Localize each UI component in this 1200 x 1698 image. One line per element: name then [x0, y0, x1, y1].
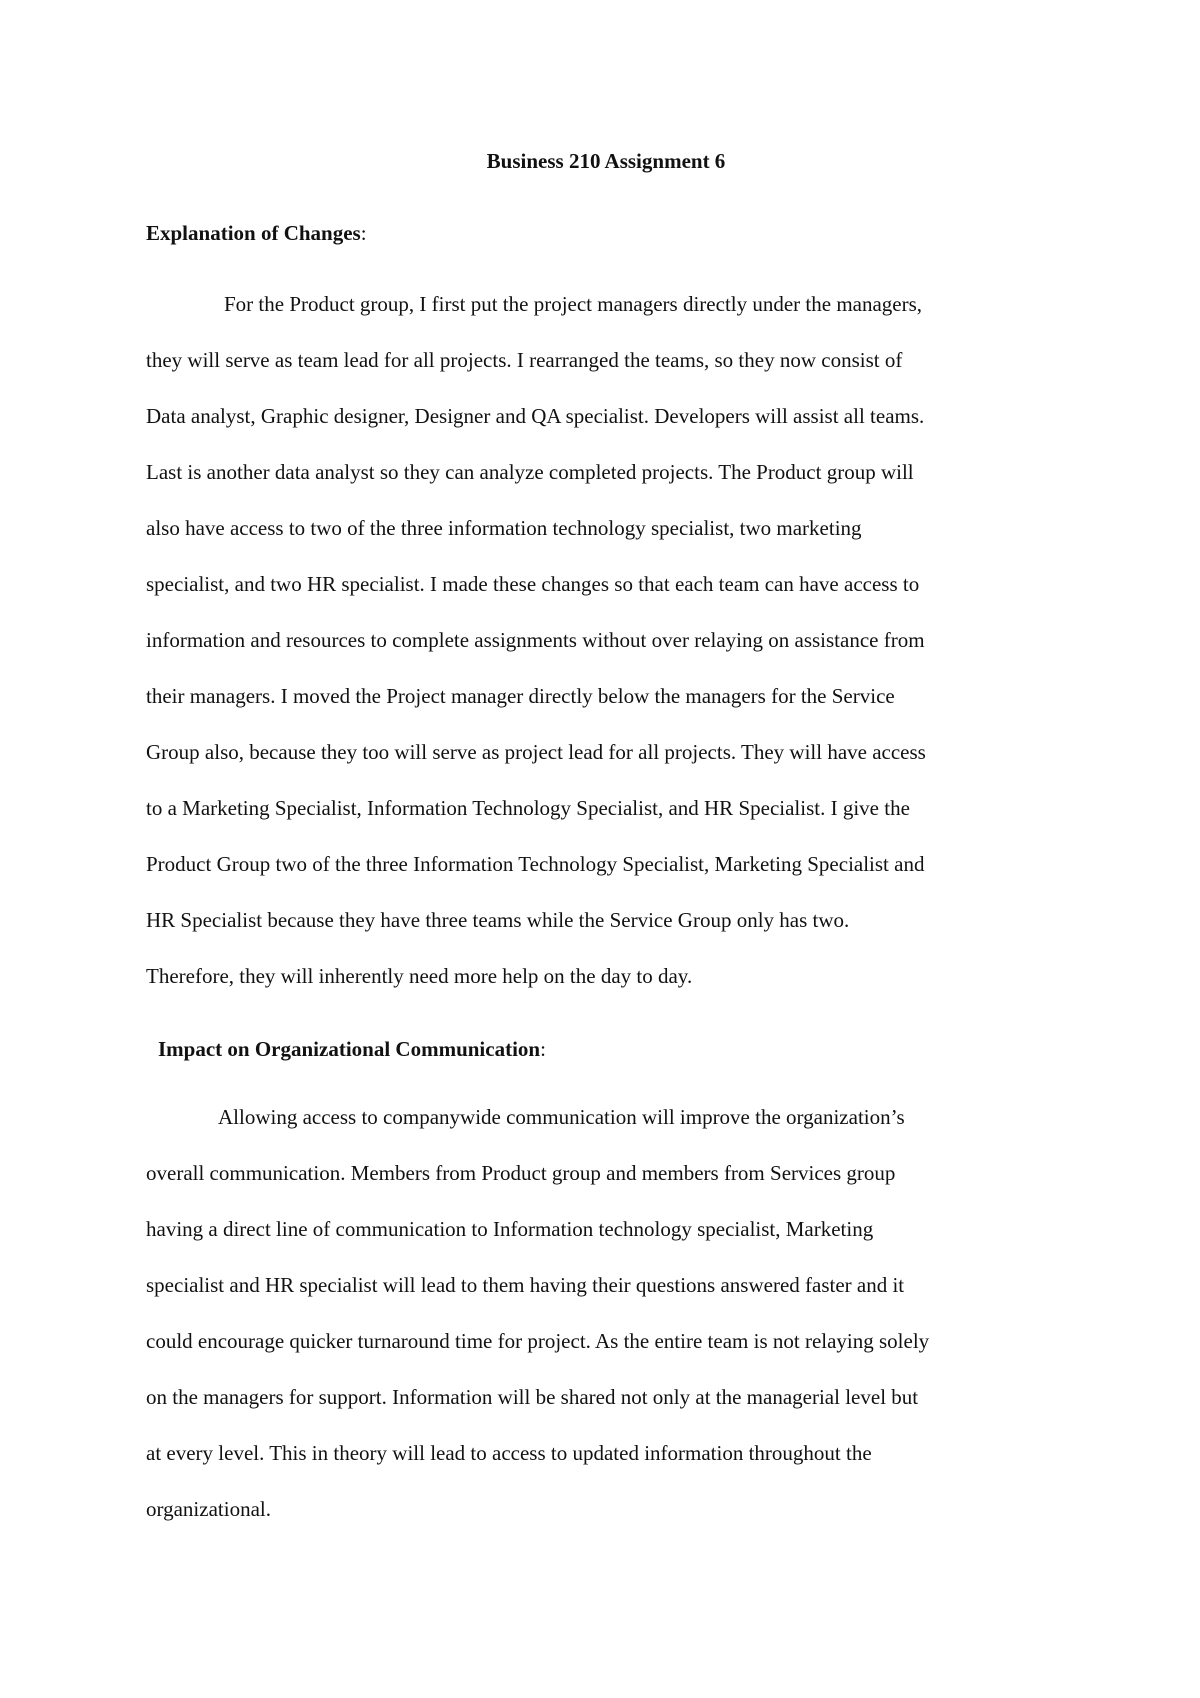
section-heading-text: Explanation of Changes [146, 221, 361, 245]
paragraph-line: Last is another data analyst so they can analyze completed projects. The Product group will [146, 460, 914, 484]
heading-colon: : [540, 1037, 546, 1061]
heading-colon: : [360, 221, 367, 245]
paragraph-line: could encourage quicker turnaround time for project. As the entire team is not relaying solely [146, 1329, 930, 1353]
document-title: Business 210 Assignment 6 [486, 149, 726, 173]
paragraph-line: to a Marketing Specialist, Information Technology Specialist, and HR Specialist. I give the [146, 796, 910, 820]
section-heading-text: Impact on Organizational Communication [158, 1037, 541, 1061]
paragraph-line: overall communication. Members from Product group and members from Services group [146, 1161, 896, 1185]
paragraph-line: Product Group two of the three Information Technology Specialist, Marketing Specialist and [146, 852, 925, 876]
paragraph-line: on the managers for support. Information will be shared not only at the managerial level but [146, 1385, 919, 1409]
paragraph-line: specialist and HR specialist will lead to them having their questions answered faster and it [146, 1273, 905, 1297]
section-heading-impact [158, 1034, 546, 1064]
paragraph-line: information and resources to complete assignments without over relaying on assistance from [146, 628, 925, 652]
paragraph-impact [146, 1089, 1051, 1537]
paragraph-line: at every level. This in theory will lead to access to updated information throughout the [146, 1441, 872, 1465]
paragraph-line: specialist, and two HR specialist. I made these changes so that each team can have access to [146, 572, 920, 596]
paragraph-line: HR Specialist because they have three teams while the Service Group only has two. [146, 908, 850, 932]
paragraph-line: organizational. [146, 1497, 271, 1521]
section-heading-explanation [146, 218, 367, 248]
paragraph-line: also have access to two of the three information technology specialist, two marketing [146, 516, 862, 540]
paragraph-line: For the Product group, I first put the project managers directly under the managers, [224, 292, 923, 316]
paragraph-explanation [146, 276, 1051, 1004]
paragraph-line: Allowing access to companywide communication will improve the organization’s [218, 1105, 905, 1129]
paragraph-line: Group also, because they too will serve as project lead for all projects. They will have access [146, 740, 926, 764]
paragraph-line: they will serve as team lead for all projects. I rearranged the teams, so they now consist of [146, 348, 903, 372]
paragraph-line: having a direct line of communication to Information technology specialist, Marketing [146, 1217, 874, 1241]
paragraph-line: Therefore, they will inherently need more help on the day to day. [146, 964, 693, 988]
paragraph-line: their managers. I moved the Project manager directly below the managers for the Service [146, 684, 895, 708]
paragraph-line: Data analyst, Graphic designer, Designer and QA specialist. Developers will assist all teams. [146, 404, 925, 428]
